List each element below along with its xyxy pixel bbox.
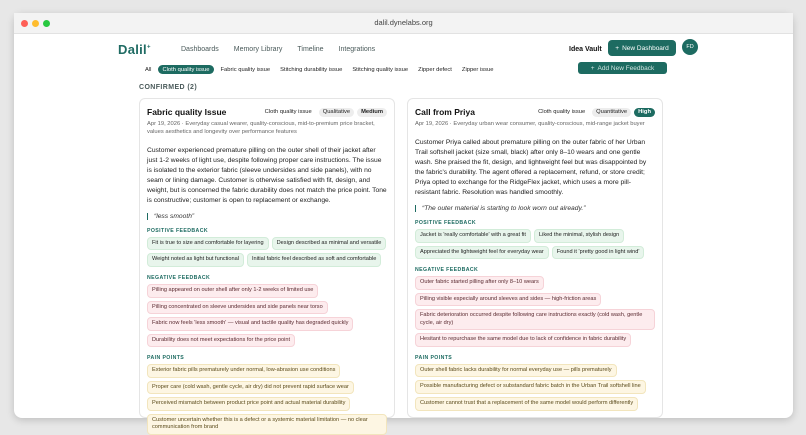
add-feedback-label: Add New Feedback	[597, 64, 655, 72]
title-bar	[14, 13, 793, 34]
negative-feedback-list	[415, 276, 655, 347]
positive-feedback-list	[415, 229, 655, 259]
browser-window	[14, 13, 793, 431]
category-tag: Cloth quality issue	[261, 108, 316, 117]
pain-pill: Perceived mismatch between product price point and actual material durability	[147, 397, 350, 411]
feedback-card[interactable]	[407, 98, 663, 418]
filter-chip-cloth-quality[interactable]: Cloth quality issue	[158, 65, 213, 74]
card-tags	[534, 108, 655, 117]
negative-feedback-list	[147, 284, 387, 347]
card-title: Fabric quality Issue	[147, 107, 227, 117]
positive-feedback-list	[147, 237, 387, 267]
filter-chip-stitching-quality[interactable]: Stitching quality issue	[352, 66, 409, 73]
positive-pill: Weight noted as light but functional	[147, 253, 244, 267]
add-feedback-button[interactable]	[578, 62, 667, 74]
nav-memory-library[interactable]: Memory Library	[233, 46, 283, 53]
pain-pill: Customer cannot trust that a replacement of the same model would perform differently	[415, 397, 638, 411]
filter-chip-all[interactable]: All	[145, 66, 152, 73]
negative-pill: Outer fabric started pilling after only 8–10 wears	[415, 276, 544, 290]
logo[interactable]	[118, 42, 151, 57]
card-summary: Customer experienced premature pilling on the outer shell of their jacket after just 1-2 weeks of light use, despite following proper care instructions. The issue is isolated to the exterior fabric (sleeve undersides and side panels), with no seam or lining damage. Customer is otherwise satisfied with fit, design, and weight, but is concerned the fabric durability does not match the price point. Tone is constructive; customer is open to replacement or exchange.	[147, 146, 387, 204]
url-label: dalil.dynelabs.org	[374, 18, 433, 27]
filter-bar	[142, 65, 496, 74]
card-tags	[261, 108, 387, 117]
pain-points-list	[147, 364, 387, 435]
positive-pill: Jacket is 'really comfortable' with a great fit	[415, 229, 531, 243]
pain-points-heading: PAIN POINTS	[415, 354, 453, 361]
pain-pill: Outer shell fabric lacks durability for normal everyday use — pills prematurely	[415, 364, 617, 378]
nav-dashboards[interactable]: Dashboards	[181, 46, 219, 53]
card-meta: Apr 19, 2026 · Everyday casual wearer, quality-conscious, mid-to-premium price bracket, values aesthetics and longevity over performance features	[147, 121, 375, 135]
positive-feedback-heading: POSITIVE FEEDBACK	[415, 220, 476, 227]
main-nav	[181, 46, 390, 53]
positive-pill: Found it 'pretty good in light wind'	[552, 246, 645, 260]
avatar[interactable]: FD	[682, 39, 698, 55]
positive-pill: Liked the minimal, stylish design	[534, 229, 624, 243]
pain-pill: Proper care (cold wash, gentle cycle, air dry) did not prevent rapid surface wear	[147, 381, 354, 395]
card-meta: Apr 19, 2026 · Everyday urban wear consumer, quality-conscious, mid-range jacket buyer	[415, 121, 645, 127]
feedback-card[interactable]	[139, 98, 395, 431]
logo-text: Dalil	[118, 42, 147, 57]
positive-feedback-heading: POSITIVE FEEDBACK	[147, 227, 208, 234]
severity-badge: High	[634, 108, 655, 117]
filter-chip-stitching-durability[interactable]: Stitching durability issue	[280, 66, 343, 73]
filter-chip-fabric-quality[interactable]: Fabric quality issue	[220, 66, 271, 73]
card-summary: Customer Priya called about premature pilling on the outer fabric of her Urban Trail softshell jacket (size small, black) after only 8–10 wears and one gentle wash. She praised the fit, design, and lightweight feel but was disappointed by the fabric's durability. The agent offered a replacement, refund, or store credit; Priya opted to exchange for the RidgeFlex jacket, which uses a more pill-resistant fabric. Resolution was handled smoothly.	[415, 138, 647, 197]
negative-feedback-heading: NEGATIVE FEEDBACK	[415, 267, 479, 274]
new-dashboard-button[interactable]	[608, 40, 676, 56]
section-heading: CONFIRMED (2)	[139, 84, 198, 91]
negative-pill: Fabric deterioration occurred despite following care instructions exactly (cold wash, gentle cycle, air dry)	[415, 309, 655, 330]
card-quote: “The outer material is starting to look worn out already.”	[415, 205, 655, 212]
idea-vault-link[interactable]: Idea Vault	[569, 46, 602, 53]
type-tag: Quantitative	[592, 108, 631, 117]
new-dashboard-label: New Dashboard	[622, 44, 669, 52]
negative-feedback-heading: NEGATIVE FEEDBACK	[147, 275, 211, 281]
category-tag: Cloth quality issue	[534, 108, 589, 117]
negative-pill: Hesitant to repurchase the same model due to lack of confidence in fabric durability	[415, 333, 631, 347]
plus-icon: +	[590, 64, 595, 72]
app-header	[14, 34, 793, 66]
positive-pill: Initial fabric feel described as soft and comfortable	[247, 253, 381, 267]
negative-pill: Pilling visible especially around sleeves and sides — high-friction areas	[415, 293, 601, 307]
negative-pill: Fabric now feels 'less smooth' — visual and tactile quality has degraded quickly	[147, 317, 353, 331]
pain-pill: Exterior fabric pills prematurely under normal, low-abrasion use conditions	[147, 364, 340, 378]
type-tag: Qualitative	[319, 108, 354, 117]
pain-pill: Possible manufacturing defect or substandard fabric batch in the Urban Trail softshell line	[415, 380, 646, 394]
filter-chip-zipper-issue[interactable]: Zipper issue	[461, 66, 494, 73]
negative-pill: Pilling appeared on outer shell after only 1-2 weeks of limited use	[147, 284, 318, 298]
filter-chip-zipper-defect[interactable]: Zipper defect	[418, 66, 452, 73]
positive-pill: Fit is true to size and comfortable for layering	[147, 237, 269, 251]
pain-points-heading: PAIN POINTS	[147, 355, 185, 362]
positive-pill: Appreciated the lightweight feel for everyday wear	[415, 246, 549, 260]
positive-pill: Design described as minimal and versatile	[272, 237, 387, 251]
card-title: Call from Priya	[415, 107, 475, 117]
plus-icon: +	[615, 44, 620, 52]
severity-badge: Medium	[357, 108, 387, 117]
pain-points-list	[415, 364, 655, 411]
negative-pill: Pilling concentrated on sleeve undersides and side panels near torso	[147, 301, 328, 315]
pain-pill: Customer uncertain whether this is a defect or a systemic material limitation — no clear communication from brand	[147, 414, 387, 435]
nav-integrations[interactable]: Integrations	[338, 46, 376, 53]
logo-mark-icon: +	[146, 44, 151, 51]
card-quote: “less smooth”	[147, 213, 387, 220]
nav-timeline[interactable]: Timeline	[297, 46, 324, 53]
negative-pill: Durability does not meet expectations for the price point	[147, 334, 295, 348]
